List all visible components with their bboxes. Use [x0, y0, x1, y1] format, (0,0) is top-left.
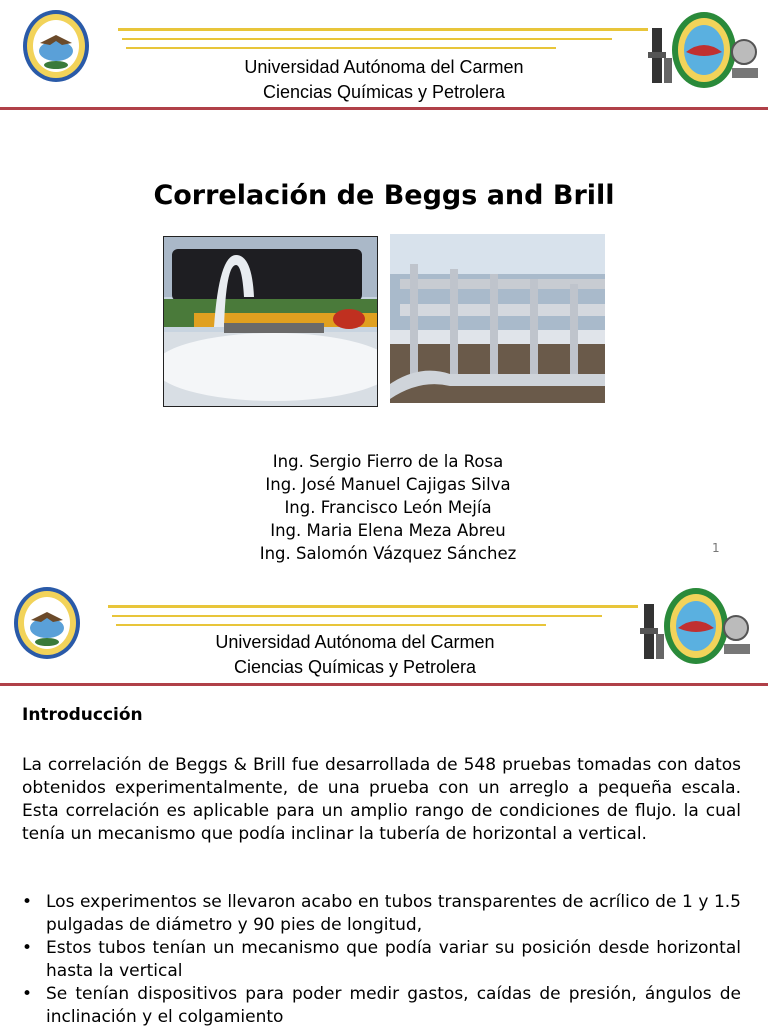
bullet-item: • Estos tubos tenían un mecanismo que podía variar su posición desde horizontal hasta la vertical: [22, 937, 741, 983]
author-name: Ing. Maria Elena Meza Abreu: [270, 521, 506, 540]
author-name: Ing. Francisco León Mejía: [284, 498, 492, 517]
bullet-item: • Los experimentos se llevaron acabo en tubos transparentes de acrílico de 1 y 1.5 pulgadas de diámetro y 90 pies de longitud,: [22, 891, 741, 937]
page-number: 1: [712, 541, 720, 555]
gold-rule: [122, 38, 612, 40]
institution-name: Universidad Autónoma del Carmen: [244, 57, 524, 77]
bullet-item: • Se tenían dispositivos para poder medir gastos, caídas de presión, ángulos de inclinación y el colgamiento: [22, 983, 741, 1029]
slide-title: Correlación de Beggs and Brill: [153, 180, 615, 211]
gold-rule: [116, 624, 546, 626]
author-list: [0, 450, 768, 565]
gold-rule: [126, 47, 556, 49]
faculty-name: Ciencias Químicas y Petrolera: [233, 657, 477, 677]
pipeline-photo-tank: [163, 236, 378, 407]
faculty-name: Ciencias Químicas y Petrolera: [262, 82, 506, 102]
institution-name: Universidad Autónoma del Carmen: [215, 632, 495, 652]
intro-paragraph: La correlación de Beggs & Brill fue desarrollada de 548 pruebas tomadas con datos obtenidos experimentalmente, de una prueba con un arreglo a pequeña escala. Esta correlación es aplicable para un amplio rango de condiciones de flujo. la cual tenía un mecanismo que podía inclinar la tubería de horizontal a vertical.: [22, 755, 741, 844]
gold-rule: [108, 605, 638, 608]
pipeline-photo-manifold: [390, 234, 605, 403]
header-divider: [0, 107, 768, 110]
author-name: Ing. José Manuel Cajigas Silva: [265, 475, 511, 494]
gold-rule: [118, 28, 648, 31]
author-name: Ing. Sergio Fierro de la Rosa: [272, 452, 504, 471]
section-heading: Introducción: [22, 705, 143, 725]
gold-rule: [112, 615, 602, 617]
header-divider: [0, 683, 768, 686]
bullet-list: [22, 891, 741, 1029]
author-name: Ing. Salomón Vázquez Sánchez: [259, 544, 517, 563]
